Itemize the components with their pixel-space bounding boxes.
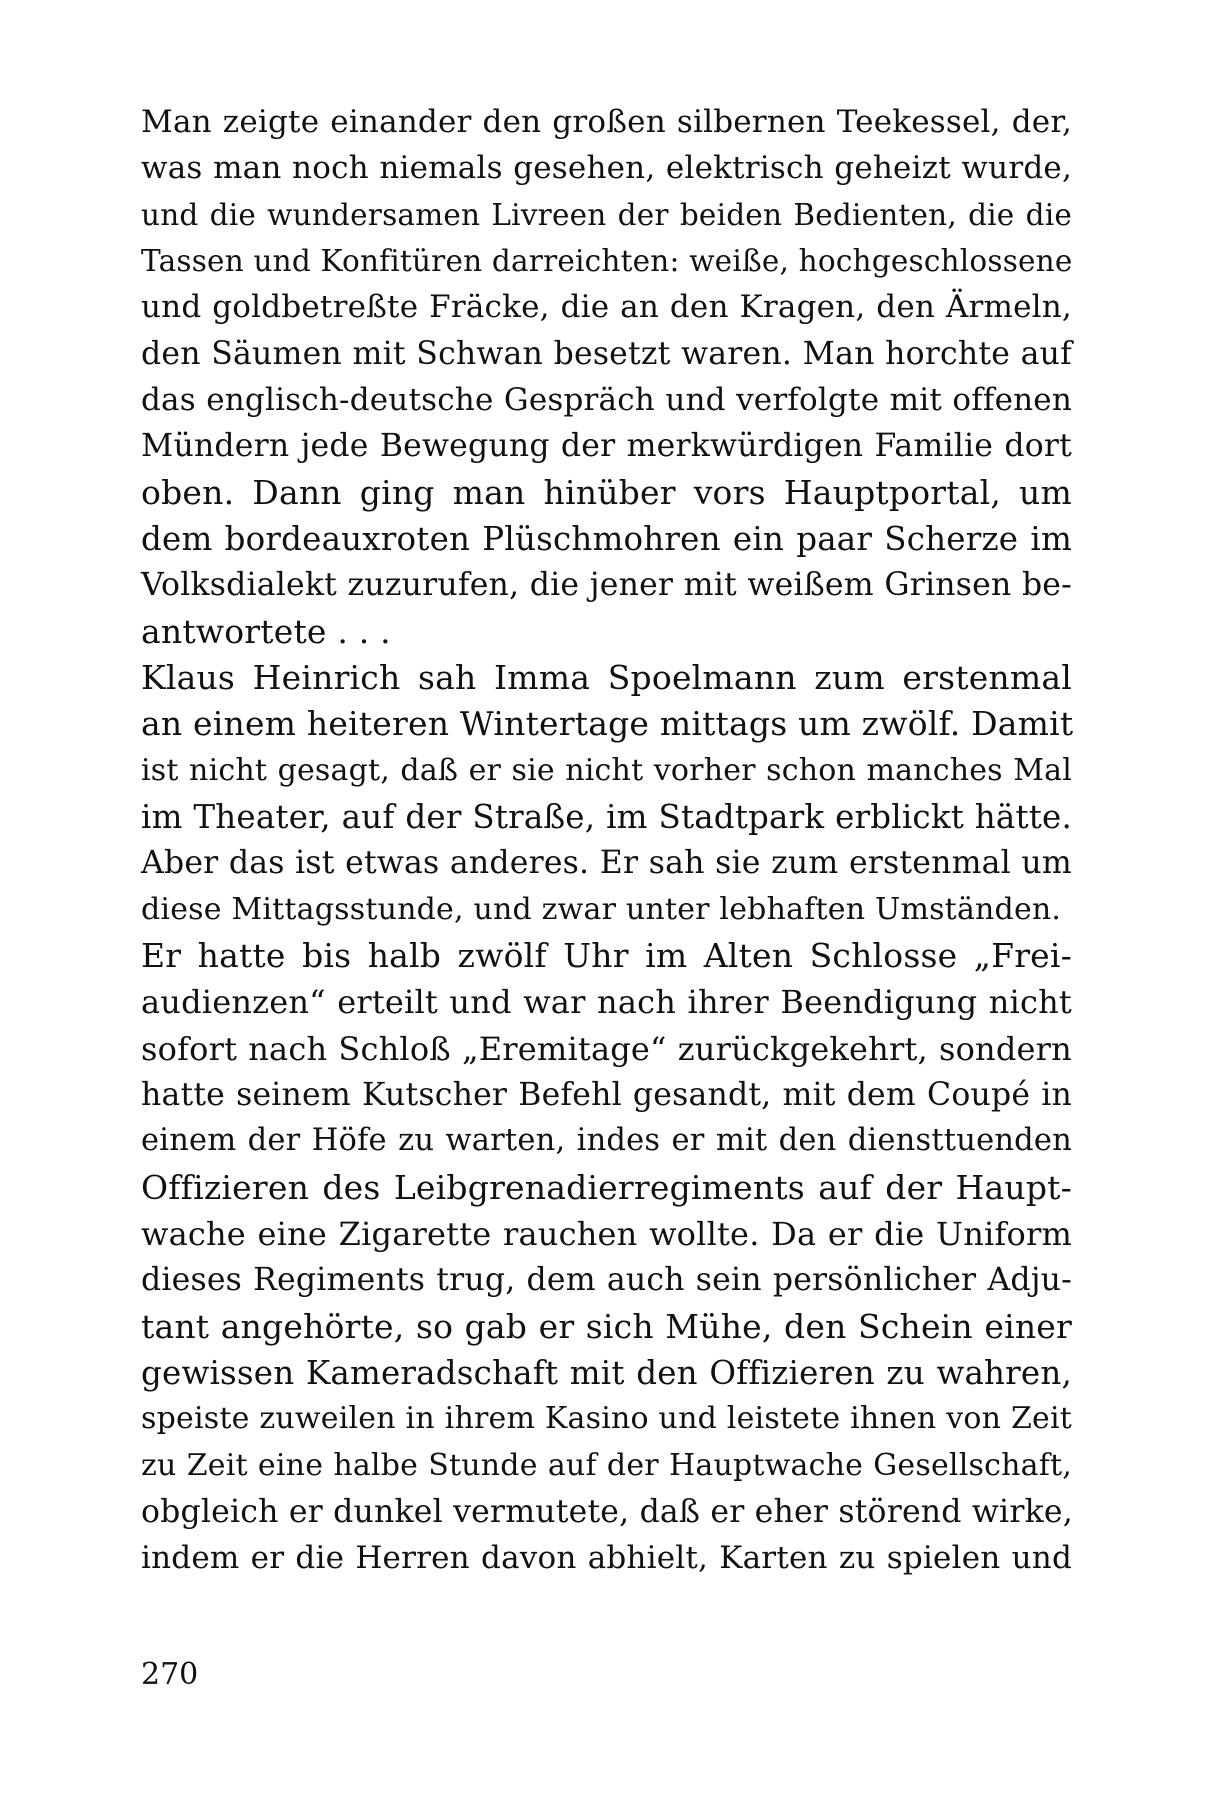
- page-number: 270: [141, 1657, 199, 1692]
- text-line-17: Aber das ist etwas anderes. Er sah sie zum erstenmal um: [141, 845, 1072, 881]
- text-line-28: gewissen Kameradschaft mit den Offizieren zu wahren,: [141, 1354, 1072, 1392]
- text-line-20: audienzen“ erteilt und war nach ihrer Beendigung nicht: [141, 983, 1072, 1021]
- text-line-1: Man zeigte einander den großen silbernen Teekessel, der,: [141, 104, 1072, 140]
- text-line-11: Volksdialekt zuzurufen, die jener mit weißem Grinsen be-: [141, 567, 1072, 603]
- text-line-24: Offizieren des Leibgrenadierregiments auf der Haupt-: [141, 1168, 1072, 1207]
- text-line-19: Er hatte bis halb zwölf Uhr im Alten Schlosse „Frei-: [141, 936, 1072, 975]
- text-line-3: und die wundersamen Livreen der beiden Bedienten, die die: [141, 198, 1072, 232]
- text-line-12: antwortete . . .: [141, 612, 391, 651]
- text-line-14: an einem heiteren Wintertage mittags um zwölf. Damit: [141, 704, 1074, 743]
- text-line-30: zu Zeit eine halbe Stunde auf der Hauptwache Gesellschaft,: [141, 1448, 1072, 1483]
- text-line-8: Mündern jede Bewegung der merkwürdigen Familie dort: [141, 428, 1072, 464]
- text-line-16: im Theater, auf der Straße, im Stadtpark erblickt hätte.: [141, 798, 1072, 836]
- text-line-5: und goldbetreßte Fräcke, die an den Kragen, den Ärmeln,: [141, 289, 1072, 325]
- text-line-10: dem bordeauxroten Plüschmohren ein paar Scherze im: [141, 520, 1072, 558]
- text-line-29: speiste zuweilen in ihrem Kasino und leistete ihnen von Zeit: [141, 1401, 1072, 1436]
- text-line-13: Klaus Heinrich sah Imma Spoelmann zum erstenmal: [141, 658, 1072, 697]
- text-line-32: indem er die Herren davon abhielt, Karten zu spielen und: [141, 1540, 1072, 1576]
- text-line-25: wache eine Zigarette rauchen wollte. Da er die Uniform: [141, 1215, 1072, 1253]
- text-line-15: ist nicht gesagt, daß er sie nicht vorher schon manches Mal: [141, 753, 1072, 788]
- text-line-21: sofort nach Schloß „Eremitage“ zurückgekehrt, sondern: [141, 1030, 1072, 1068]
- text-line-18: diese Mittagsstunde, und zwar unter lebhaften Umständen.: [141, 892, 1062, 927]
- text-line-6: den Säumen mit Schwan besetzt waren. Man horchte auf: [141, 336, 1072, 372]
- text-line-7: das englisch-deutsche Gespräch und verfolgte mit offenen: [141, 382, 1072, 418]
- text-line-2: was man noch niemals gesehen, elektrisch geheizt wurde,: [141, 150, 1072, 186]
- text-line-27: tant angehörte, so gab er sich Mühe, den Schein einer: [141, 1307, 1072, 1346]
- text-line-26: dieses Regiments trug, dem auch sein persönlicher Adju-: [141, 1262, 1072, 1298]
- text-line-23: einem der Höfe zu warten, indes er mit den diensttuenden: [141, 1123, 1072, 1158]
- text-line-22: hatte seinem Kutscher Befehl gesandt, mit dem Coupé in: [141, 1077, 1072, 1113]
- text-line-31: obgleich er dunkel vermutete, daß er eher störend wirke,: [141, 1494, 1073, 1530]
- text-line-4: Tassen und Konfitüren darreichten: weiße, hochgeschlossene: [141, 244, 1073, 278]
- text-line-9: oben. Dann ging man hinüber vors Hauptportal, um: [141, 473, 1072, 512]
